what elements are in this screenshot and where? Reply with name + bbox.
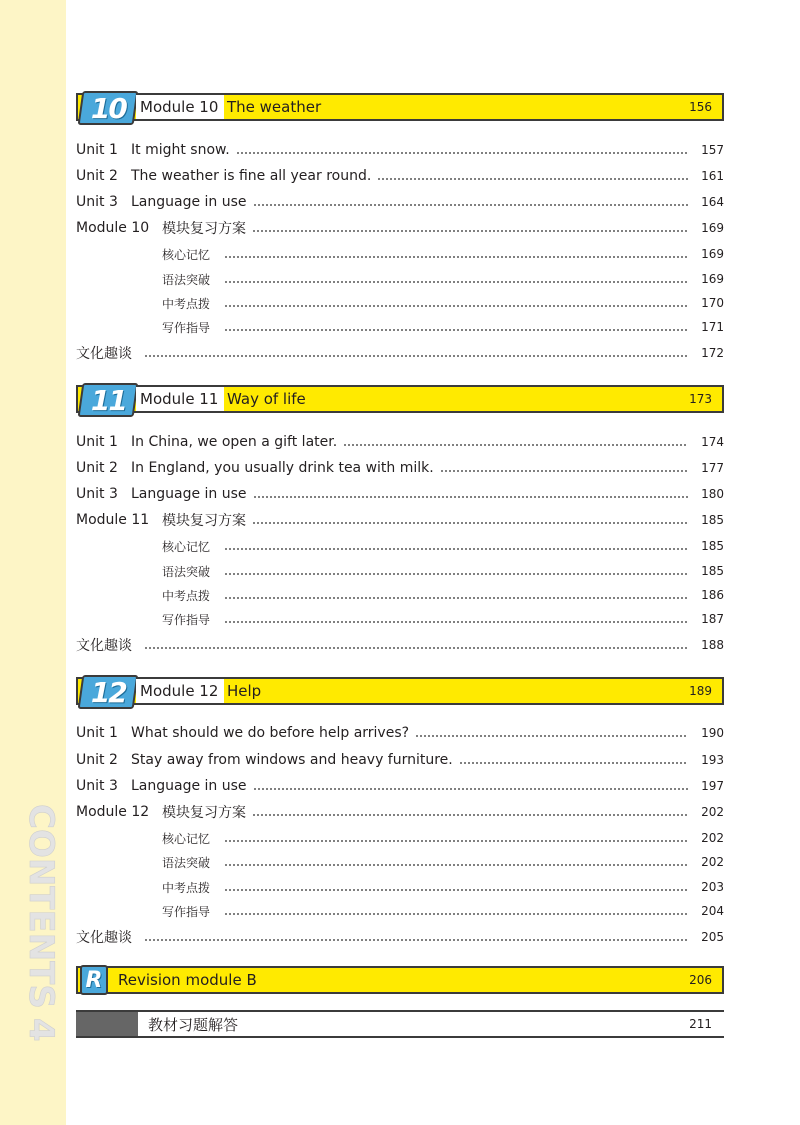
sub-row[interactable] xyxy=(76,293,724,313)
page-number: 202 xyxy=(701,855,724,869)
dot-leader xyxy=(253,204,688,206)
contents-number: 4 xyxy=(21,1018,61,1042)
page-number: 204 xyxy=(701,904,724,918)
sub-row[interactable] xyxy=(76,269,724,289)
page-number: 202 xyxy=(701,831,724,845)
unit-label: Unit 2 xyxy=(76,460,118,476)
page-number: 197 xyxy=(701,779,724,793)
module-review-row[interactable] xyxy=(76,802,724,822)
dot-leader xyxy=(224,256,688,258)
unit-row[interactable] xyxy=(76,776,724,796)
sub-title: 写作指导 xyxy=(162,904,211,919)
module-page: 173 xyxy=(689,392,712,406)
page-number: 170 xyxy=(701,296,724,310)
page-number: 164 xyxy=(701,195,724,209)
page-number: 186 xyxy=(701,588,724,602)
unit-title: The weather is fine all year round. xyxy=(131,168,372,184)
unit-label: Unit 3 xyxy=(76,486,118,502)
module-title: Help xyxy=(227,682,262,700)
contents-word: CONTENTS xyxy=(21,804,61,1009)
module-review-row[interactable] xyxy=(76,218,724,238)
sub-title: 中考点拨 xyxy=(162,880,211,895)
module-label: Module 12 xyxy=(140,682,219,700)
unit-title: Language in use xyxy=(131,194,247,210)
unit-row[interactable] xyxy=(76,750,724,770)
page-number: 157 xyxy=(701,143,724,157)
sub-row[interactable] xyxy=(76,317,724,337)
page-number: 180 xyxy=(701,487,724,501)
unit-row[interactable] xyxy=(76,432,724,452)
contents-side-label xyxy=(16,800,64,1060)
module-banner[interactable] xyxy=(76,677,724,707)
module-label-box xyxy=(136,387,224,411)
dot-leader xyxy=(224,329,688,331)
dot-leader xyxy=(377,178,688,180)
answers-gray-block xyxy=(76,1012,138,1036)
page-number: 187 xyxy=(701,612,724,626)
page-number: 193 xyxy=(701,753,724,767)
page-number: 188 xyxy=(701,638,724,652)
unit-row[interactable] xyxy=(76,723,724,743)
module-label-box xyxy=(136,95,224,119)
unit-label: Unit 2 xyxy=(76,752,118,768)
unit-label: Unit 2 xyxy=(76,168,118,184)
page-number: 171 xyxy=(701,320,724,334)
culture-title: 文化趣谈 xyxy=(76,346,132,362)
sub-title: 语法突破 xyxy=(162,855,211,870)
sub-title: 中考点拨 xyxy=(162,588,211,603)
dot-leader xyxy=(252,814,688,816)
dot-leader xyxy=(144,939,688,941)
sub-title: 中考点拨 xyxy=(162,296,211,311)
culture-title: 文化趣谈 xyxy=(76,930,132,946)
sub-title: 核心记忆 xyxy=(162,247,211,262)
unit-label: Unit 1 xyxy=(76,434,118,450)
unit-row[interactable] xyxy=(76,166,724,186)
sub-row[interactable] xyxy=(76,244,724,264)
page-number: 203 xyxy=(701,880,724,894)
dot-leader xyxy=(224,548,688,550)
review-title: 模块复习方案 xyxy=(162,805,246,821)
dot-leader xyxy=(224,573,688,575)
unit-title: Language in use xyxy=(131,778,247,794)
sub-title: 核心记忆 xyxy=(162,831,211,846)
page-number: 177 xyxy=(701,461,724,475)
answers-title: 教材习题解答 xyxy=(148,1015,239,1034)
unit-label: Unit 3 xyxy=(76,778,118,794)
page-number: 169 xyxy=(701,272,724,286)
page-number: 185 xyxy=(701,539,724,553)
dot-leader xyxy=(415,735,688,737)
sub-row[interactable] xyxy=(76,536,724,556)
unit-row[interactable] xyxy=(76,140,724,160)
unit-title: It might snow. xyxy=(131,142,230,158)
dot-leader xyxy=(224,597,688,599)
page-number: 172 xyxy=(701,346,724,360)
dot-leader xyxy=(224,621,688,623)
dot-leader xyxy=(224,305,688,307)
page-number: 185 xyxy=(701,564,724,578)
sub-row[interactable] xyxy=(76,585,724,605)
unit-title: Language in use xyxy=(131,486,247,502)
page-number: 202 xyxy=(701,805,724,819)
module-label: Module 10 xyxy=(140,98,219,116)
dot-leader xyxy=(224,913,688,915)
sub-row[interactable] xyxy=(76,828,724,848)
answers-banner[interactable] xyxy=(76,1010,724,1038)
culture-title: 文化趣谈 xyxy=(76,638,132,654)
dot-leader xyxy=(144,355,688,357)
dot-leader xyxy=(144,647,688,649)
table-of-contents xyxy=(76,0,724,1125)
module-title: The weather xyxy=(227,98,322,116)
revision-title: Revision module B xyxy=(118,971,257,989)
dot-leader xyxy=(253,496,688,498)
sub-title: 语法突破 xyxy=(162,272,211,287)
dot-leader xyxy=(224,864,688,866)
module-label: Module 11 xyxy=(140,390,219,408)
dot-leader xyxy=(224,889,688,891)
culture-row[interactable] xyxy=(76,343,724,363)
module-banner[interactable] xyxy=(76,93,724,123)
unit-row[interactable] xyxy=(76,458,724,478)
sub-row[interactable] xyxy=(76,609,724,629)
unit-label: Unit 3 xyxy=(76,194,118,210)
review-label: Module 11 xyxy=(76,512,150,528)
sub-title: 写作指导 xyxy=(162,612,211,627)
unit-title: Stay away from windows and heavy furniture. xyxy=(131,752,453,768)
sub-title: 写作指导 xyxy=(162,320,211,335)
sub-row[interactable] xyxy=(76,901,724,921)
dot-leader xyxy=(343,444,688,446)
unit-title: In England, you usually drink tea with milk. xyxy=(131,460,434,476)
page-number: 185 xyxy=(701,513,724,527)
review-label: Module 12 xyxy=(76,804,150,820)
review-title: 模块复习方案 xyxy=(162,513,246,529)
page-number: 161 xyxy=(701,169,724,183)
module-page: 156 xyxy=(689,100,712,114)
dot-leader xyxy=(224,281,688,283)
sub-row[interactable] xyxy=(76,852,724,872)
revision-page: 206 xyxy=(689,973,712,987)
page-number: 169 xyxy=(701,247,724,261)
unit-title: What should we do before help arrives? xyxy=(131,725,410,741)
review-label: Module 10 xyxy=(76,220,150,236)
dot-leader xyxy=(253,788,688,790)
dot-leader xyxy=(252,230,688,232)
culture-row[interactable] xyxy=(76,927,724,947)
unit-label: Unit 1 xyxy=(76,142,118,158)
culture-row[interactable] xyxy=(76,635,724,655)
module-review-row[interactable] xyxy=(76,510,724,530)
module-title: Way of life xyxy=(227,390,306,408)
unit-label: Unit 1 xyxy=(76,725,118,741)
unit-title: In China, we open a gift later. xyxy=(131,434,338,450)
revision-badge: R xyxy=(80,965,108,995)
module-label-box xyxy=(136,679,224,703)
review-title: 模块复习方案 xyxy=(162,221,246,237)
dot-leader xyxy=(236,152,688,154)
revision-banner[interactable] xyxy=(76,966,724,996)
page-number: 169 xyxy=(701,221,724,235)
answers-page: 211 xyxy=(689,1017,712,1031)
module-number-badge: 10 xyxy=(78,91,139,125)
sub-title: 语法突破 xyxy=(162,564,211,579)
module-banner[interactable] xyxy=(76,385,724,415)
sub-row[interactable] xyxy=(76,561,724,581)
sub-row[interactable] xyxy=(76,877,724,897)
page-number: 174 xyxy=(701,435,724,449)
module-number-badge: 12 xyxy=(78,675,139,709)
page-number: 205 xyxy=(701,930,724,944)
dot-leader xyxy=(252,522,688,524)
dot-leader xyxy=(459,762,688,764)
module-page: 189 xyxy=(689,684,712,698)
sub-title: 核心记忆 xyxy=(162,539,211,554)
dot-leader xyxy=(224,840,688,842)
unit-row[interactable] xyxy=(76,192,724,212)
module-number-badge: 11 xyxy=(78,383,139,417)
unit-row[interactable] xyxy=(76,484,724,504)
page-number: 190 xyxy=(701,726,724,740)
dot-leader xyxy=(440,470,688,472)
